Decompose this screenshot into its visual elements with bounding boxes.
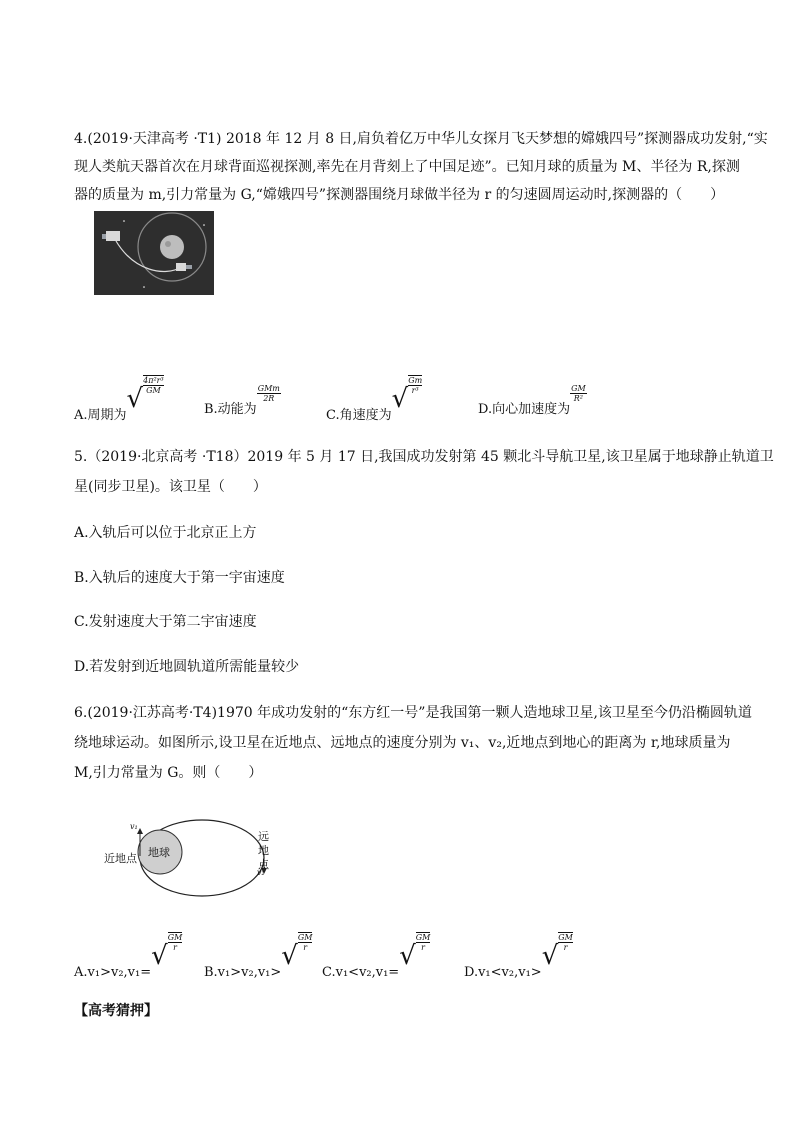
far-point-label-1: 远 [258, 830, 269, 843]
q6-option-d[interactable]: D.v₁<v₂,v₁>√ $\frac{GM}{r}$ [464, 933, 573, 980]
q5-option-c[interactable]: C.发射速度大于第二宇宙速度 [74, 614, 257, 630]
q4-option-b[interactable]: B.动能为 $\frac{\text{GMm}}{2R}$ [204, 384, 280, 417]
q4-text-line1: 4.(2019·天津高考 ·T1) 2018 年 12 月 8 日,肩负着亿万中华儿女探月飞天梦想的嫦娥四号”探测器成功发射,“实 [74, 131, 768, 147]
q6-option-b[interactable]: B.v₁>v₂,v₁>√ $\frac{GM}{r}$ [204, 933, 313, 980]
v2-label: v₂ [257, 868, 265, 877]
q6-option-a[interactable]: A.v₁>v₂,v₁=√ $\frac{GM}{r}$ [74, 933, 183, 980]
q4-option-a[interactable]: A.周期为√ $\frac{\text{4π²r³}}{GM}$ [74, 376, 164, 423]
q6-option-c[interactable]: C.v₁<v₂,v₁=√ $\frac{GM}{r}$ [322, 933, 431, 980]
q4-option-d[interactable]: D.向心加速度为 $\frac{GM}{\text{R²}}$ [478, 384, 586, 417]
q5-text-line2: 星(同步卫星)。该卫星（ ） [74, 479, 267, 495]
q6-text-line1: 6.(2019·江苏高考·T4)1970 年成功发射的“东方红一号”是我国第一颗人造地球卫星,该卫星至今仍沿椭圆轨道 [74, 705, 752, 721]
q6-text-line2: 绕地球运动。如图所示,设卫星在近地点、远地点的速度分别为 v₁、v₂,近地点到地心的距离为 r,地球质量为 [74, 735, 731, 751]
near-point-label: 近地点 [104, 852, 137, 865]
q4-text-line3: 器的质量为 m,引力常量为 G,“嫦娥四号”探测器围绕月球做半径为 r 的匀速圆周运动时,探测器的（ ） [74, 187, 725, 203]
orbit-diagram [100, 818, 300, 898]
q5-option-d[interactable]: D.若发射到近地圆轨道所需能量较少 [74, 659, 300, 675]
v1-label: v₁ [130, 822, 138, 831]
q5-option-b[interactable]: B.入轨后的速度大于第一宇宙速度 [74, 570, 285, 586]
q5-option-a[interactable]: A.入轨后可以位于北京正上方 [74, 525, 257, 541]
section-title: 【高考猜押】 [74, 1003, 158, 1019]
lunar-probe-image [94, 211, 214, 295]
q4-option-c[interactable]: C.角速度为√ $\frac{Gm}{\text{r³}}$ [326, 376, 423, 423]
far-point-label-3: 点 [258, 858, 269, 871]
q5-text-line1: 5.（2019·北京高考 ·T18）2019 年 5 月 17 日,我国成功发射第 45 颗北斗导航卫星,该卫星属于地球静止轨道卫 [74, 449, 774, 465]
q4-text-line2: 现人类航天器首次在月球背面巡视探测,率先在月背刻上了中国足迹”。已知月球的质量为 M、半径为 R,探测 [74, 159, 740, 175]
q6-text-line3: M,引力常量为 G。则（ ） [74, 765, 263, 781]
far-point-label-2: 地 [258, 844, 269, 857]
earth-label: 地球 [148, 846, 170, 859]
